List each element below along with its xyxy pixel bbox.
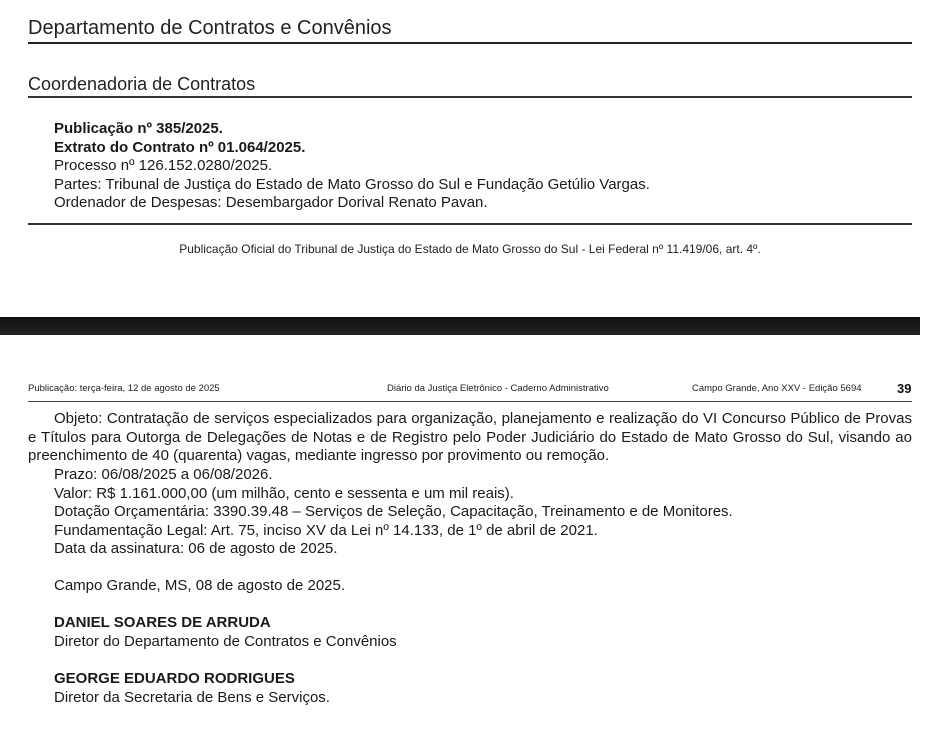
signer-2-block: [54, 670, 330, 707]
title-divider: [28, 42, 912, 44]
contract-extract-block: [54, 120, 650, 213]
footer-divider: [28, 223, 912, 225]
signature-date-line: Data da assinatura: 06 de agosto de 2025.: [54, 540, 338, 557]
term-line: Prazo: 06/08/2025 a 06/08/2026.: [54, 466, 273, 483]
legal-basis-line: Fundamentação Legal: Art. 75, inciso XV da Lei nº 14.133, de 1º de abril de 2021.: [54, 521, 598, 539]
authorizer-line: Ordenador de Despesas: Desembargador Dorival Renato Pavan.: [54, 194, 488, 211]
header-page-number: 39: [897, 381, 912, 396]
signer-2-role: Diretor da Secretaria de Bens e Serviços.: [54, 688, 330, 706]
place-date: Campo Grande, MS, 08 de agosto de 2025.: [54, 577, 346, 594]
object-paragraph: Objeto: Contratação de serviços especializados para organização, planejamento e realização do VI Concurso Público de Provas e Títulos para Outorga de Delegações de Notas e de Registro pelo Poder Judiciário do Estado de Mato Grosso do Sul, visando ao preenchimento de 40 (quarenta) vagas, mediante ingresso por provimento ou remoção.: [28, 410, 912, 464]
page-break-band: [0, 317, 920, 335]
department-title: Departamento de Contratos e Convênios: [28, 17, 392, 39]
extract-number: Extrato do Contrato nº 01.064/2025.: [54, 138, 306, 156]
subtitle-divider: [28, 96, 912, 98]
signer-2-name: GEORGE EDUARDO RODRIGUES: [54, 670, 295, 687]
header-publication-date: Publicação: terça-feira, 12 de agosto de 2025: [28, 383, 220, 394]
contract-details-block: [54, 466, 733, 559]
signer-1-block: [54, 614, 397, 651]
header-edition: Campo Grande, Ano XXV - Edição 5694: [692, 383, 862, 394]
budget-line: Dotação Orçamentária: 3390.39.48 – Serviços de Seleção, Capacitação, Treinamento e de Monitores.: [54, 503, 733, 520]
header-divider: [28, 401, 912, 402]
header-journal-name: Diário da Justiça Eletrônico - Caderno Administrativo: [387, 383, 609, 394]
parties-line: Partes: Tribunal de Justiça do Estado de Mato Grosso do Sul e Fundação Getúlio Vargas.: [54, 175, 650, 193]
signer-1-role: Diretor do Departamento de Contratos e Convênios: [54, 632, 397, 650]
signer-1-name: DANIEL SOARES DE ARRUDA: [54, 614, 271, 631]
value-line: Valor: R$ 1.161.000,00 (um milhão, cento e sessenta e um mil reais).: [54, 484, 514, 502]
official-publication-note: Publicação Oficial do Tribunal de Justiça do Estado de Mato Grosso do Sul - Lei Federal nº 11.419/06, art. 4º.: [179, 242, 761, 256]
coordination-title: Coordenadoria de Contratos: [28, 74, 256, 94]
publication-number: Publicação nº 385/2025.: [54, 120, 223, 137]
process-number: Processo nº 126.152.0280/2025.: [54, 157, 273, 174]
